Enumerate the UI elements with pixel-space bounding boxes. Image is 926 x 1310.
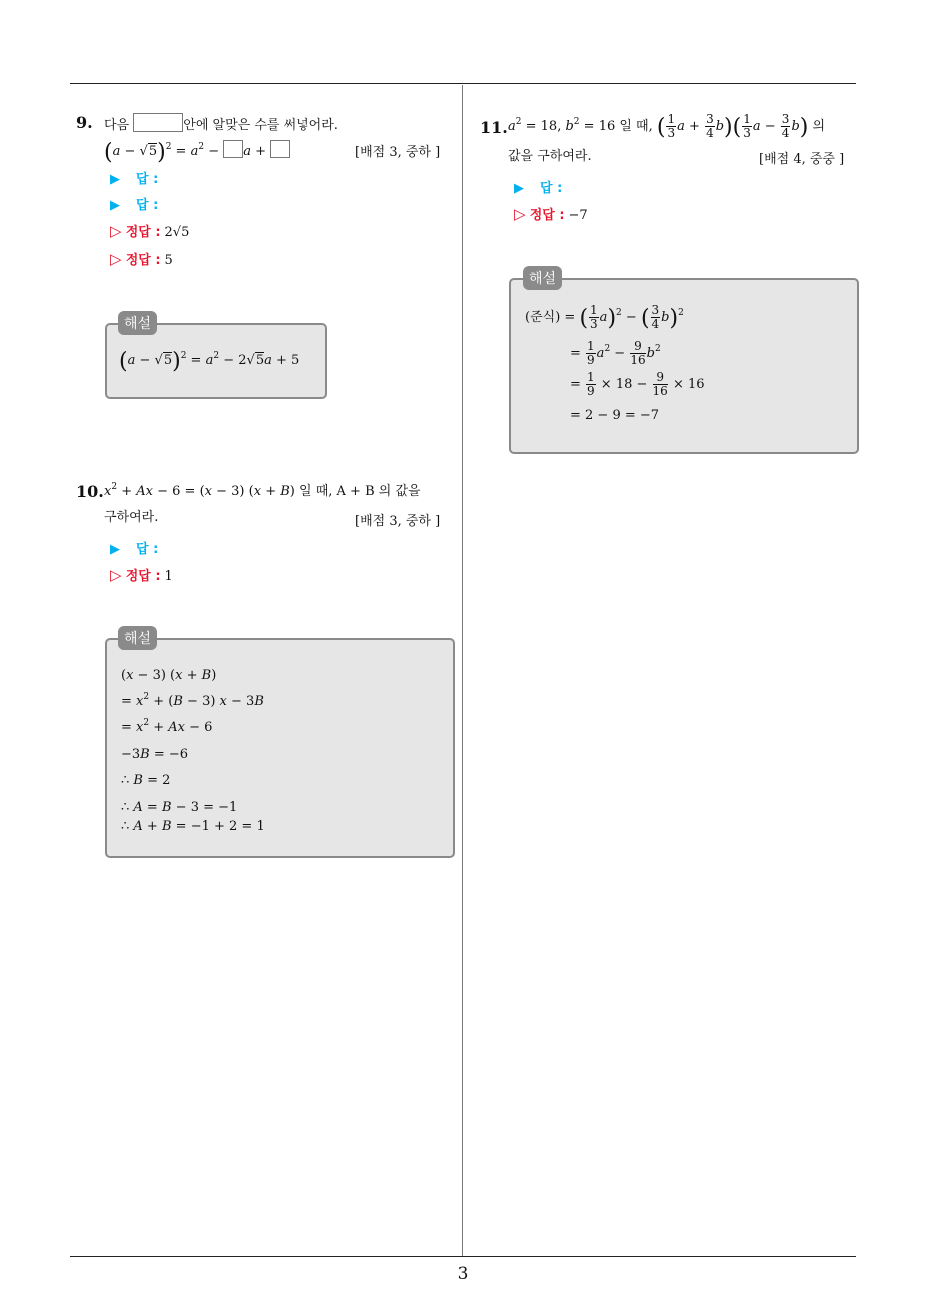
- outline-triangle-icon: ▷: [514, 205, 526, 223]
- correct-label: 정답 :: [529, 208, 565, 223]
- outline-triangle-icon: ▷: [110, 566, 122, 584]
- score-label: [배점 3, 중하 ]: [355, 145, 441, 160]
- solution-line: ∴ A = B − 3 = −1: [121, 800, 238, 815]
- question-9-prompt: [104, 113, 338, 135]
- outline-triangle-icon: ▷: [110, 250, 122, 268]
- solution-line: = $x^2 + (B - 3) x - 3B$: [121, 692, 264, 709]
- answer-blank[interactable]: [133, 113, 183, 132]
- top-rule: [70, 83, 856, 84]
- answer-row[interactable]: [514, 177, 562, 196]
- prompt-text: 안에 알맞은 수를 써넣어라.: [183, 118, 338, 133]
- answer-blank[interactable]: [223, 140, 243, 158]
- solution-line: (x − 3) (x + B): [121, 668, 217, 683]
- answer-blank[interactable]: [270, 140, 290, 158]
- answer-label: 답 :: [136, 172, 159, 187]
- answer-label: 답 :: [136, 198, 159, 213]
- solution-line: = 2 − 9 = −7: [570, 408, 660, 423]
- solution-box: [105, 638, 455, 858]
- prompt-text: 일 때, A + B 의 값을: [299, 484, 421, 499]
- outline-triangle-icon: ▷: [110, 222, 122, 240]
- triangle-icon: ▶: [110, 172, 120, 187]
- solution-line: = $\frac{1}{9}$ $a^2$ − $\frac{9}{16}$ $b^2$: [570, 339, 661, 367]
- correct-answer-row: [110, 565, 173, 584]
- question-11-prompt: $a^2 = 18$, $b^2 = 16$ 일 때, ( $\frac{1}{3}$ a + $\frac{3}{4}$ b)( $\frac{1}{3}$ a − $\frac{3}{4}$ b) 의: [508, 112, 826, 140]
- solution-tag: 해설: [523, 266, 562, 290]
- score-label: [배점 4, 중중 ]: [759, 152, 845, 167]
- question-number-11: 11.: [480, 118, 508, 137]
- solution-line: (준식) = ( $\frac{1}{3}$ a)$^2$ − ( $\frac{3}{4}$ b)$^2$: [525, 303, 684, 331]
- page-number: 3: [457, 1264, 469, 1284]
- column-divider: [462, 85, 463, 1257]
- prompt-text: 다음: [104, 118, 130, 133]
- correct-label: 정답 :: [125, 225, 161, 240]
- solution-line: = $\frac{1}{9}$ × 18 − $\frac{9}{16}$ × 16: [570, 370, 705, 398]
- solution-box: [509, 278, 859, 454]
- score-label: [배점 3, 중하 ]: [355, 514, 441, 529]
- correct-value: −7: [568, 208, 588, 223]
- correct-value: 5: [164, 253, 173, 268]
- question-number-9: 9.: [76, 113, 93, 132]
- triangle-icon: ▶: [110, 542, 120, 557]
- correct-answer-row: [110, 249, 173, 268]
- correct-value: 1: [164, 569, 173, 584]
- solution-line: ∴ A + B = −1 + 2 = 1: [121, 819, 265, 834]
- solution-line: ∴ B = 2: [121, 773, 171, 788]
- question-9-equation: $(a - √5)^2 = a^2 - a$ +: [104, 140, 290, 162]
- correct-answer-row: [514, 204, 588, 223]
- solution-prefix: (준식) =: [525, 310, 576, 325]
- solution-line: −3B = −6: [121, 747, 189, 762]
- question-number-10: 10.: [76, 482, 104, 501]
- solution-tag: 해설: [118, 311, 157, 335]
- answer-row[interactable]: [110, 538, 158, 557]
- correct-label: 정답 :: [125, 569, 161, 584]
- question-11-prompt-line2: 값을 구하여라.: [508, 149, 592, 164]
- correct-value: 2√5: [164, 225, 190, 240]
- answer-row[interactable]: [110, 168, 158, 187]
- bottom-rule: [70, 1256, 856, 1257]
- solution-equation: $(a - √5)^2 = a^2 - 2√5a + 5$: [119, 349, 300, 374]
- triangle-icon: ▶: [514, 181, 524, 196]
- answer-row[interactable]: [110, 194, 158, 213]
- answer-label: 답 :: [540, 181, 563, 196]
- triangle-icon: ▶: [110, 198, 120, 213]
- question-10-prompt-line2: 구하여라.: [104, 510, 159, 525]
- correct-label: 정답 :: [125, 253, 161, 268]
- solution-tag: 해설: [118, 626, 157, 650]
- answer-label: 답 :: [136, 542, 159, 557]
- correct-answer-row: [110, 221, 189, 240]
- solution-line: = $x^2 + Ax - 6$: [121, 718, 213, 735]
- question-10-prompt: $x^2 + Ax - 6 = (x - 3) (x + B)$ 일 때, A + B 의 값을: [104, 482, 421, 499]
- prompt-text: 의: [812, 119, 826, 134]
